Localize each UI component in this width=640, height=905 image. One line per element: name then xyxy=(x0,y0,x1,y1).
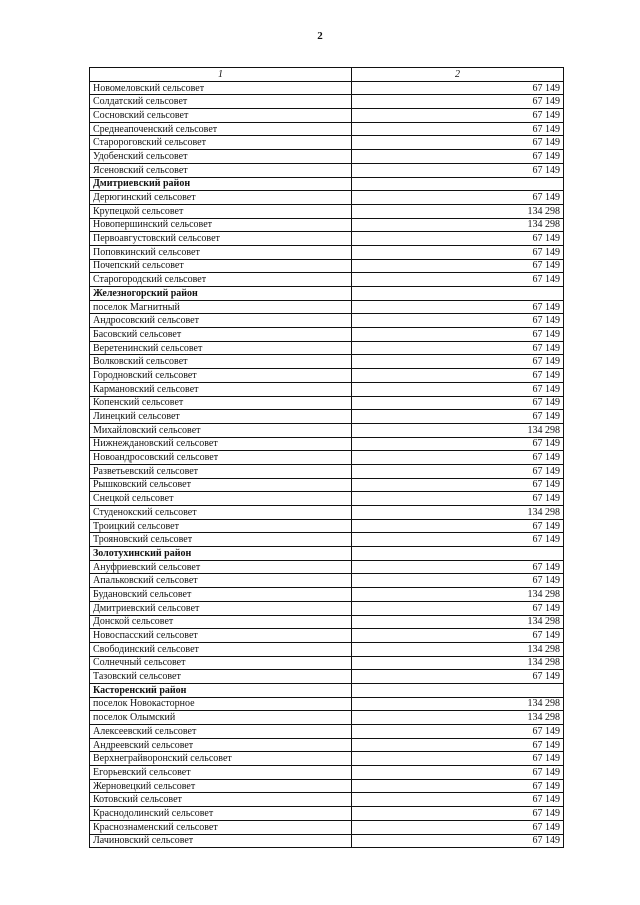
settlement-name: Копенский сельсовет xyxy=(90,396,352,410)
settlement-name: Басовский сельсовет xyxy=(90,328,352,342)
settlement-name: Михайловский сельсовет xyxy=(90,423,352,437)
settlement-name: Ясеновский сельсовет xyxy=(90,163,352,177)
settlement-name: Новопершинский сельсовет xyxy=(90,218,352,232)
amount-cell: 67 149 xyxy=(352,492,564,506)
table-row xyxy=(90,711,564,725)
amount-cell: 134 298 xyxy=(352,588,564,602)
amount-cell: 67 149 xyxy=(352,601,564,615)
table-row xyxy=(90,601,564,615)
table-row xyxy=(90,218,564,232)
settlement-name: Снецкой сельсовет xyxy=(90,492,352,506)
amount-cell: 67 149 xyxy=(352,451,564,465)
amount-cell: 67 149 xyxy=(352,245,564,259)
district-name: Касторенский район xyxy=(90,683,352,697)
settlement-name: Котовский сельсовет xyxy=(90,793,352,807)
settlement-name: Егорьевский сельсовет xyxy=(90,766,352,780)
table-row xyxy=(90,464,564,478)
amount-cell: 67 149 xyxy=(352,807,564,821)
settlement-name: Дмитриевский сельсовет xyxy=(90,601,352,615)
table-row xyxy=(90,245,564,259)
amount-cell xyxy=(352,287,564,301)
table-row xyxy=(90,478,564,492)
amount-cell: 134 298 xyxy=(352,642,564,656)
amount-cell: 134 298 xyxy=(352,204,564,218)
settlement-name: Новомеловский сельсовет xyxy=(90,81,352,95)
table-row xyxy=(90,109,564,123)
amount-cell: 67 149 xyxy=(352,136,564,150)
settlement-name: Новоандросовский сельсовет xyxy=(90,451,352,465)
district-row xyxy=(90,177,564,191)
settlement-name: Рышковский сельсовет xyxy=(90,478,352,492)
district-name: Дмитриевский район xyxy=(90,177,352,191)
table-row xyxy=(90,519,564,533)
settlement-name: поселок Олымский xyxy=(90,711,352,725)
table-row xyxy=(90,492,564,506)
settlement-name: Поповкинский сельсовет xyxy=(90,245,352,259)
district-row xyxy=(90,683,564,697)
amount-cell: 134 298 xyxy=(352,423,564,437)
settlement-name: Троицкий сельсовет xyxy=(90,519,352,533)
amount-cell: 134 298 xyxy=(352,218,564,232)
table-row xyxy=(90,807,564,821)
table-row xyxy=(90,834,564,848)
amount-cell xyxy=(352,547,564,561)
settlement-name: Волковский сельсовет xyxy=(90,355,352,369)
settlement-name: Донской сельсовет xyxy=(90,615,352,629)
amount-cell: 67 149 xyxy=(352,355,564,369)
table-row xyxy=(90,670,564,684)
table-row xyxy=(90,574,564,588)
table-row xyxy=(90,560,564,574)
amount-cell: 67 149 xyxy=(352,122,564,136)
settlement-name: поселок Магнитный xyxy=(90,300,352,314)
settlement-name: Андреевский сельсовет xyxy=(90,738,352,752)
settlement-name: Нижнеждановский сельсовет xyxy=(90,437,352,451)
amount-cell: 67 149 xyxy=(352,150,564,164)
settlement-name: Веретенинский сельсовет xyxy=(90,341,352,355)
amount-cell: 67 149 xyxy=(352,396,564,410)
table-row xyxy=(90,122,564,136)
table-row xyxy=(90,382,564,396)
table-row xyxy=(90,588,564,602)
amount-cell: 134 298 xyxy=(352,656,564,670)
settlement-name: Трояновский сельсовет xyxy=(90,533,352,547)
amount-cell: 67 149 xyxy=(352,232,564,246)
table-row xyxy=(90,355,564,369)
amount-cell: 67 149 xyxy=(352,533,564,547)
column-header-1: 1 xyxy=(90,68,352,82)
table-row xyxy=(90,820,564,834)
settlement-name: поселок Новокасторное xyxy=(90,697,352,711)
settlement-name: Первоавгустовский сельсовет xyxy=(90,232,352,246)
table-row xyxy=(90,656,564,670)
table-row xyxy=(90,793,564,807)
column-header-2: 2 xyxy=(352,68,564,82)
settlement-name: Солнечный сельсовет xyxy=(90,656,352,670)
amount-cell: 67 149 xyxy=(352,779,564,793)
settlement-name: Удобенский сельсовет xyxy=(90,150,352,164)
settlement-name: Новоспасский сельсовет xyxy=(90,629,352,643)
amount-cell: 134 298 xyxy=(352,615,564,629)
table-body xyxy=(90,81,564,848)
amount-cell: 67 149 xyxy=(352,95,564,109)
settlement-name: Тазовский сельсовет xyxy=(90,670,352,684)
settlement-name: Апальковский сельсовет xyxy=(90,574,352,588)
table-row xyxy=(90,642,564,656)
amount-cell: 67 149 xyxy=(352,300,564,314)
settlement-name: Свободинский сельсовет xyxy=(90,642,352,656)
table-row xyxy=(90,328,564,342)
amount-cell: 67 149 xyxy=(352,163,564,177)
amount-cell: 67 149 xyxy=(352,725,564,739)
amount-cell: 67 149 xyxy=(352,437,564,451)
amount-cell: 134 298 xyxy=(352,711,564,725)
settlement-name: Будановский сельсовет xyxy=(90,588,352,602)
amount-cell: 67 149 xyxy=(352,314,564,328)
table-row xyxy=(90,437,564,451)
table-row xyxy=(90,300,564,314)
settlement-name: Старогородский сельсовет xyxy=(90,273,352,287)
settlement-name: Городновский сельсовет xyxy=(90,369,352,383)
settlement-name: Лачиновский сельсовет xyxy=(90,834,352,848)
settlement-name: Среднеапоченский сельсовет xyxy=(90,122,352,136)
settlement-name: Линецкий сельсовет xyxy=(90,410,352,424)
table-row xyxy=(90,81,564,95)
table-row xyxy=(90,766,564,780)
table-row xyxy=(90,697,564,711)
settlement-name: Жерновецкий сельсовет xyxy=(90,779,352,793)
amount-cell: 67 149 xyxy=(352,478,564,492)
settlement-name: Верхнеграйворонский сельсовет xyxy=(90,752,352,766)
amount-cell: 67 149 xyxy=(352,109,564,123)
table-row xyxy=(90,423,564,437)
amount-cell: 134 298 xyxy=(352,506,564,520)
table-row xyxy=(90,232,564,246)
settlement-name: Почепский сельсовет xyxy=(90,259,352,273)
amount-cell: 67 149 xyxy=(352,560,564,574)
table-header-row xyxy=(90,68,564,82)
amount-cell: 67 149 xyxy=(352,820,564,834)
amount-cell: 67 149 xyxy=(352,410,564,424)
amount-cell: 67 149 xyxy=(352,834,564,848)
table-row xyxy=(90,451,564,465)
allocation-table xyxy=(89,67,564,848)
settlement-name: Краснодолинский сельсовет xyxy=(90,807,352,821)
amount-cell: 67 149 xyxy=(352,793,564,807)
table-row xyxy=(90,533,564,547)
settlement-name: Сосновский сельсовет xyxy=(90,109,352,123)
amount-cell: 67 149 xyxy=(352,191,564,205)
district-name: Железногорский район xyxy=(90,287,352,301)
settlement-name: Ануфриевский сельсовет xyxy=(90,560,352,574)
table-row xyxy=(90,738,564,752)
page-number: 2 xyxy=(317,30,323,42)
table-row xyxy=(90,752,564,766)
amount-cell: 67 149 xyxy=(352,341,564,355)
table-row xyxy=(90,506,564,520)
amount-cell xyxy=(352,177,564,191)
amount-cell: 67 149 xyxy=(352,629,564,643)
table-row xyxy=(90,150,564,164)
district-row xyxy=(90,547,564,561)
table-row xyxy=(90,273,564,287)
amount-cell xyxy=(352,683,564,697)
district-name: Золотухинский район xyxy=(90,547,352,561)
amount-cell: 67 149 xyxy=(352,382,564,396)
amount-cell: 67 149 xyxy=(352,738,564,752)
settlement-name: Алексеевский сельсовет xyxy=(90,725,352,739)
table-row xyxy=(90,95,564,109)
amount-cell: 67 149 xyxy=(352,574,564,588)
amount-cell: 67 149 xyxy=(352,670,564,684)
settlement-name: Студенокский сельсовет xyxy=(90,506,352,520)
settlement-name: Андросовский сельсовет xyxy=(90,314,352,328)
table-row xyxy=(90,204,564,218)
amount-cell: 134 298 xyxy=(352,697,564,711)
table-row xyxy=(90,341,564,355)
table-row xyxy=(90,259,564,273)
settlement-name: Разветьевский сельсовет xyxy=(90,464,352,478)
amount-cell: 67 149 xyxy=(352,369,564,383)
amount-cell: 67 149 xyxy=(352,766,564,780)
table-row xyxy=(90,163,564,177)
table-row xyxy=(90,410,564,424)
table-row xyxy=(90,314,564,328)
settlement-name: Дерюгинский сельсовет xyxy=(90,191,352,205)
amount-cell: 67 149 xyxy=(352,259,564,273)
amount-cell: 67 149 xyxy=(352,328,564,342)
table-row xyxy=(90,779,564,793)
table-row xyxy=(90,136,564,150)
amount-cell: 67 149 xyxy=(352,81,564,95)
amount-cell: 67 149 xyxy=(352,519,564,533)
settlement-name: Солдатский сельсовет xyxy=(90,95,352,109)
amount-cell: 67 149 xyxy=(352,273,564,287)
amount-cell: 67 149 xyxy=(352,752,564,766)
table-row xyxy=(90,629,564,643)
district-row xyxy=(90,287,564,301)
amount-cell: 67 149 xyxy=(352,464,564,478)
table-row xyxy=(90,725,564,739)
settlement-name: Крупецкой сельсовет xyxy=(90,204,352,218)
settlement-name: Краснознаменский сельсовет xyxy=(90,820,352,834)
table-row xyxy=(90,369,564,383)
table-row xyxy=(90,615,564,629)
table-row xyxy=(90,191,564,205)
settlement-name: Старороговский сельсовет xyxy=(90,136,352,150)
settlement-name: Кармановский сельсовет xyxy=(90,382,352,396)
table-row xyxy=(90,396,564,410)
